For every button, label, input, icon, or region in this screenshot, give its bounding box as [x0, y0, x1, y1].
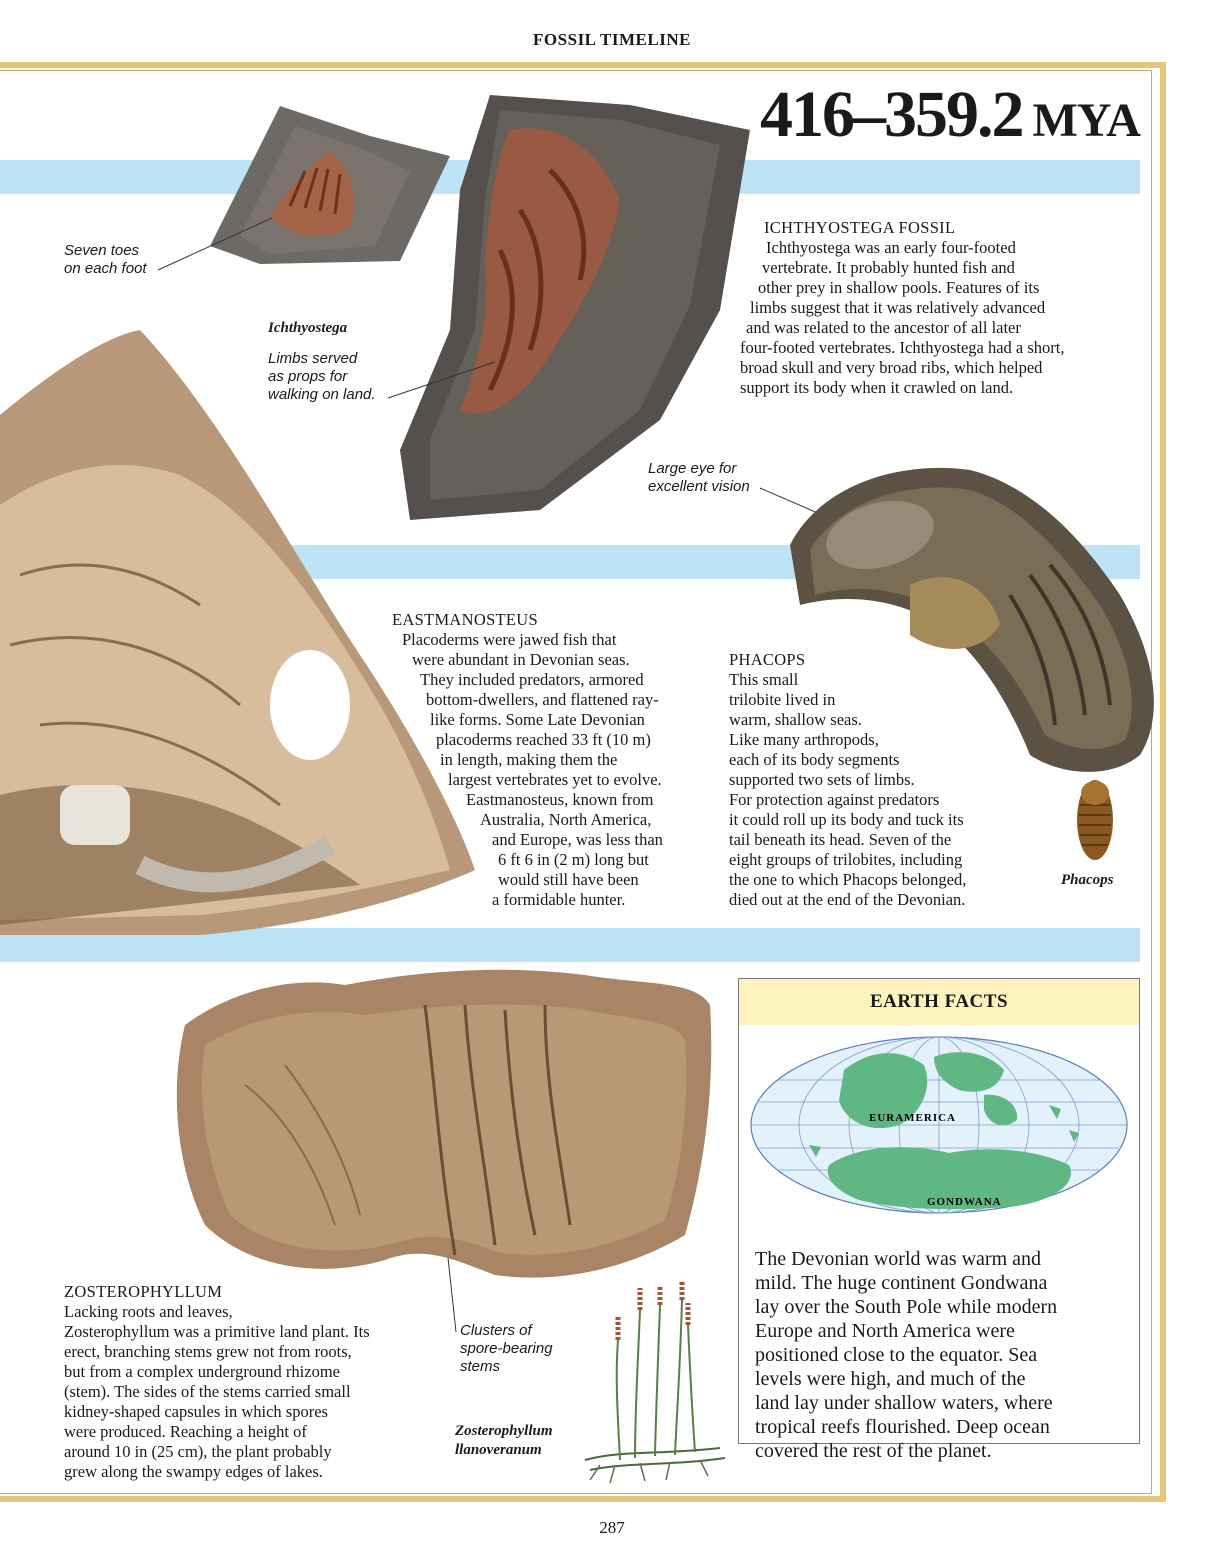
eastmanosteus-line: Eastmanosteus, known from: [466, 790, 654, 809]
phacops-line: tail beneath its head. Seven of the: [729, 830, 952, 849]
phacops-line: the one to which Phacops belonged,: [729, 870, 967, 889]
zosterophyllum-line: Zosterophyllum was a primitive land plant. Its: [64, 1322, 370, 1341]
caption-large-eye: [648, 460, 750, 496]
eastmanosteus-line: were abundant in Devonian seas.: [412, 650, 630, 669]
zosterophyllum-line: around 10 in (25 cm), the plant probably: [64, 1442, 332, 1461]
earth-facts-box: [738, 978, 1140, 1462]
running-header: FOSSIL TIMELINE: [533, 30, 691, 49]
caption-line: Clusters of: [460, 1322, 532, 1339]
caption-line: walking on land.: [268, 386, 376, 403]
ichthyostega-line: Ichthyostega was an early four-footed: [766, 238, 1016, 257]
earth-facts-line: positioned close to the equator. Sea: [755, 1344, 1038, 1366]
page-number: 287: [599, 1518, 625, 1537]
phacops-text-block: [729, 650, 966, 910]
caption-line: spore-bearing: [460, 1340, 553, 1357]
earth-facts-line: tropical reefs flourished. Deep ocean: [755, 1416, 1050, 1438]
eastmanosteus-line: 6 ft 6 in (2 m) long but: [498, 850, 649, 869]
caption-line: as props for: [268, 368, 348, 385]
eastmanosteus-line: They included predators, armored: [420, 670, 644, 689]
map-label-euramerica: EURAMERICA: [869, 1112, 956, 1124]
earth-facts-heading: EARTH FACTS: [739, 979, 1139, 1025]
label-line: Zosterophyllum: [455, 1423, 553, 1439]
phacops-line: Like many arthropods,: [729, 730, 879, 749]
title-range: 416–359.2: [760, 78, 1023, 151]
zosterophyllum-label: [455, 1422, 553, 1460]
ichthyostega-line: vertebrate. It probably hunted fish and: [762, 258, 1015, 277]
ichthyostega-line: other prey in shallow pools. Features of its: [758, 278, 1040, 297]
caption-line: Limbs served: [268, 350, 358, 367]
zosterophyllum-line: grew along the swampy edges of lakes.: [64, 1462, 323, 1481]
earth-facts-text: [755, 1247, 1057, 1463]
eastmanosteus-line: would still have been: [498, 870, 639, 889]
eastmanosteus-line: largest vertebrates yet to evolve.: [448, 770, 662, 789]
phacops-small-image: [1070, 775, 1120, 865]
phacops-heading: PHACOPS: [729, 650, 806, 669]
phacops-label: Phacops: [1061, 872, 1114, 888]
ichthyostega-line: broad skull and very broad ribs, which helped: [740, 358, 1043, 377]
devonian-world-map: [749, 1035, 1129, 1215]
earth-facts-line: mild. The huge continent Gondwana: [755, 1272, 1048, 1294]
phacops-line: each of its body segments: [729, 750, 900, 769]
zosterophyllum-plant-illustration: [580, 1280, 730, 1485]
ichthyostega-line: limbs suggest that it was relatively advanced: [750, 298, 1046, 317]
phacops-line: eight groups of trilobites, including: [729, 850, 963, 869]
earth-facts-line: land lay under shallow waters, where: [755, 1392, 1053, 1414]
caption-line: Seven toes: [64, 242, 140, 259]
eastmanosteus-line: Australia, North America,: [480, 810, 652, 829]
phacops-line: trilobite lived in: [729, 690, 836, 709]
eastmanosteus-line: Placoderms were jawed fish that: [402, 630, 617, 649]
title-unit: MYA: [1032, 94, 1140, 147]
earth-facts-line: lay over the South Pole while modern: [755, 1296, 1058, 1318]
label-line: llanoveranum: [455, 1442, 542, 1458]
eastmanosteus-line: placoderms reached 33 ft (10 m): [436, 730, 651, 749]
zosterophyllum-fossil-image: [165, 965, 715, 1290]
zosterophyllum-line: kidney-shaped capsules in which spores: [64, 1402, 328, 1421]
eastmanosteus-line: a formidable hunter.: [492, 890, 626, 909]
map-label-gondwana: GONDWANA: [927, 1196, 1002, 1208]
ichthyostega-line: four-footed vertebrates. Ichthyostega had a short,: [740, 338, 1065, 357]
zosterophyllum-line: (stem). The sides of the stems carried small: [64, 1382, 351, 1401]
phacops-line: died out at the end of the Devonian.: [729, 890, 966, 909]
earth-facts-line: covered the rest of the planet.: [755, 1440, 992, 1462]
zosterophyllum-line: Lacking roots and leaves,: [64, 1302, 233, 1321]
caption-line: on each foot: [64, 260, 147, 277]
phacops-line: it could roll up its body and tuck its: [729, 810, 964, 829]
eastmanosteus-line: bottom-dwellers, and flattened ray-: [426, 690, 659, 709]
ichthyostega-heading: ICHTHYOSTEGA FOSSIL: [764, 218, 956, 237]
phacops-line: For protection against predators: [729, 790, 940, 809]
caption-line: Large eye for: [648, 460, 737, 477]
earth-facts-line: levels were high, and much of the: [755, 1368, 1026, 1390]
earth-facts-line: The Devonian world was warm and: [755, 1248, 1042, 1270]
eastmanosteus-line: and Europe, was less than: [492, 830, 663, 849]
eastmanosteus-text-block: [392, 610, 663, 910]
caption-spore-stems: [460, 1322, 553, 1376]
caption-line: excellent vision: [648, 478, 750, 495]
ichthyostega-line: support its body when it crawled on land.: [740, 378, 1014, 397]
ichthyostega-label: Ichthyostega: [268, 320, 348, 336]
phacops-line: This small: [729, 670, 799, 689]
caption-line: stems: [460, 1358, 501, 1375]
eastmanosteus-heading: EASTMANOSTEUS: [392, 610, 538, 629]
phacops-line: supported two sets of limbs.: [729, 770, 915, 789]
eastmanosteus-line: in length, making them the: [440, 750, 618, 769]
phacops-line: warm, shallow seas.: [729, 710, 862, 729]
earth-facts-line: Europe and North America were: [755, 1320, 1015, 1342]
eastmanosteus-line: like forms. Some Late Devonian: [430, 710, 645, 729]
zosterophyllum-line: erect, branching stems grew not from roots,: [64, 1342, 352, 1361]
zosterophyllum-line: but from a complex underground rhizome: [64, 1362, 340, 1381]
ichthyostega-line: and was related to the ancestor of all later: [746, 318, 1021, 337]
zosterophyllum-line: were produced. Reaching a height of: [64, 1422, 307, 1441]
zosterophyllum-text-block: [64, 1282, 370, 1482]
zosterophyllum-heading: ZOSTEROPHYLLUM: [64, 1282, 223, 1301]
